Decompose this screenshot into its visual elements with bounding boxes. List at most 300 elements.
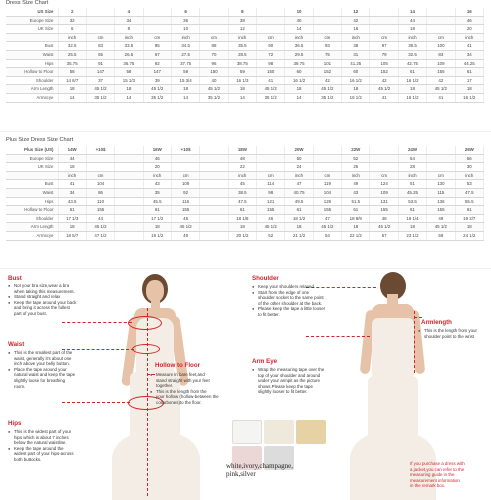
table-cell [313, 154, 341, 163]
table-cell: 26.5 [115, 50, 143, 59]
instruction-line: ● This is the smallest part of the [8, 350, 73, 355]
table-cell: 14 6/7 [58, 76, 86, 85]
table-cell [200, 8, 228, 16]
table-cell: 86 [86, 188, 114, 197]
instruction-line: part of your bust. [14, 310, 47, 316]
hips-instructions [8, 429, 108, 463]
table-cell: 45 1/2 [200, 85, 228, 94]
instruction-line: to fit better. [258, 311, 280, 317]
table-cell: 47.5 [455, 188, 483, 197]
table-cell [200, 154, 228, 163]
table-cell: 14 [228, 93, 256, 102]
row-label [6, 171, 58, 180]
table-cell: cm [171, 171, 199, 180]
shoulder-title: Shoulder [252, 275, 279, 282]
bust-marker [128, 316, 162, 330]
table-cell [143, 8, 171, 16]
instruction-line: ● Wrap the measuring tape over the [252, 367, 325, 372]
table-cell [115, 180, 143, 189]
table-cell: 20 [455, 25, 483, 34]
jacket-note: If you purchase a dress with a jacket,you can refer to the measuring guide in the measurement information in the remark box. [410, 461, 465, 489]
table-cell: 18 [398, 25, 426, 34]
table-cell: 93 [313, 42, 341, 51]
instruction-line: ● Keep the tape around your back [8, 299, 77, 305]
table-cell [171, 154, 199, 163]
armeye-guide-line [306, 336, 370, 337]
table-cell: 131 [370, 197, 398, 206]
table-cell: 24W [398, 146, 426, 154]
table-cell [313, 146, 341, 154]
table-row [6, 231, 484, 240]
table-cell [115, 214, 143, 223]
table-cell: 85 [143, 42, 171, 51]
table-cell: 45 1/2 [370, 85, 398, 94]
row-label: Armscye [6, 93, 58, 102]
row-label: Arm Length [6, 85, 58, 94]
table-cell: 45 1/2 [171, 223, 199, 232]
row-label: Hips [6, 197, 58, 206]
hollow-guide-line [147, 308, 148, 496]
table-cell: 8 [115, 25, 143, 34]
table-cell: 126 [313, 197, 341, 206]
table-cell: 83 [86, 42, 114, 51]
table-cell: 43 [143, 180, 171, 189]
table-cell: 10 [285, 8, 313, 16]
table-cell: 29.5 [285, 50, 313, 59]
plus-size-header-row [6, 146, 484, 154]
table-cell: 32.5 [398, 50, 426, 59]
table-cell: 12 [228, 25, 256, 34]
table-cell: 25.5 [58, 50, 86, 59]
table-cell: 61 [455, 68, 483, 77]
table-cell: 12 [342, 8, 370, 16]
table-cell: 18 1/2 [285, 214, 313, 223]
table-cell: 51.5 [342, 197, 370, 206]
table-cell: 35.5 [228, 42, 256, 51]
table-cell: 22W [342, 146, 370, 154]
table-cell: 2 [58, 8, 86, 16]
table-cell: 48 [228, 154, 256, 163]
table-cell: 22 1/2 [342, 231, 370, 240]
table-cell: 32 [58, 16, 86, 25]
row-label: Shoulder [6, 76, 58, 85]
table-cell: 61 [398, 68, 426, 77]
table-cell: 40 [285, 16, 313, 25]
table-row [6, 154, 484, 163]
hollow-to-floor-instructions [150, 372, 242, 406]
table-cell: 35 1/2 [143, 93, 171, 102]
table-cell: 26 [342, 163, 370, 172]
row-label: UK Size [6, 163, 58, 172]
table-cell [115, 171, 143, 180]
table-cell: 46 [455, 16, 483, 25]
table-cell: 59 [228, 68, 256, 77]
table-cell: 42 [370, 76, 398, 85]
table-cell: 72 [257, 50, 285, 59]
table-cell: 98 [257, 59, 285, 68]
table-cell: 83 [427, 50, 455, 59]
table-cell [200, 214, 228, 223]
table-cell: cm [86, 171, 114, 180]
table-cell: 104 [86, 180, 114, 189]
instruction-line: slightly looser to fit better. [258, 389, 308, 395]
table-cell: 61 [285, 206, 313, 215]
table-cell [200, 146, 228, 154]
table-cell: 54 [398, 154, 426, 163]
table-row [6, 16, 484, 25]
table-cell: +10$ [171, 146, 199, 154]
armlength-instructions [418, 328, 490, 339]
table-cell: 109 [427, 59, 455, 68]
table-cell [370, 146, 398, 154]
table-cell [427, 154, 455, 163]
table-cell: +10$ [86, 146, 114, 154]
instruction-line: your hollow (hollow-between the [156, 394, 219, 400]
instruction-line: ● Measure in bare feet,and [150, 372, 205, 377]
table-cell: 53.5 [398, 197, 426, 206]
table-cell: inch [171, 33, 199, 42]
table-cell: 54 [313, 231, 341, 240]
table-cell: 24 1/2 [455, 231, 483, 240]
instruction-line: together. [156, 383, 174, 389]
row-label: UK Size [6, 25, 58, 34]
table-cell: 34 [455, 50, 483, 59]
table-cell: 31 [342, 50, 370, 59]
swatch-ivory [264, 420, 294, 444]
table-cell: 45 [171, 214, 199, 223]
table-cell: 35 1/2 [86, 93, 114, 102]
table-cell: 35 1/2 [257, 93, 285, 102]
table-cell: 91 [86, 59, 114, 68]
table-cell: 114 [257, 180, 285, 189]
instruction-line: waist, generally it's about one [14, 355, 72, 361]
table-cell: 147 [143, 68, 171, 77]
hips-guide-line [62, 402, 130, 403]
table-row [6, 68, 484, 77]
table-cell: 155 [86, 206, 114, 215]
table-cell: 45 1/2 [86, 85, 114, 94]
table-cell: inch [115, 33, 143, 42]
table-row [6, 59, 484, 68]
instruction-line: shoulder point to the wrist [424, 333, 475, 339]
table-cell: 18 5/7 [58, 231, 86, 240]
table-cell: cm [427, 33, 455, 42]
table-cell: 130 [427, 180, 455, 189]
table-cell: 43 [342, 188, 370, 197]
plus-size-table [6, 146, 484, 241]
table-cell: 152 [370, 68, 398, 77]
table-cell: 14 [58, 93, 86, 102]
table-cell: 16 1/2 [285, 76, 313, 85]
table-cell: 34 [115, 16, 143, 25]
armlength-guide-line [414, 311, 415, 373]
table-cell: 155 [427, 206, 455, 215]
table-cell: 18 [455, 85, 483, 94]
row-label: Bust [6, 42, 58, 51]
table-cell: 18 [171, 85, 199, 94]
table-cell: cm [257, 33, 285, 42]
table-cell [313, 163, 341, 172]
table-cell: 92 [143, 59, 171, 68]
table-cell: 27.5 [171, 50, 199, 59]
instruction-line: stand straight with your feet [156, 377, 210, 383]
table-cell: 60 [342, 68, 370, 77]
row-label [6, 33, 58, 42]
table-cell: 33.5 [115, 42, 143, 51]
table-cell: 100 [427, 42, 455, 51]
table-cell: 39.75 [285, 59, 313, 68]
table-row [6, 223, 484, 232]
table-cell: 16 1/2 [342, 93, 370, 102]
arm-eye-title: Arm Eye [252, 358, 278, 365]
row-label: Waist [6, 50, 58, 59]
bust-instructions [8, 283, 108, 317]
instruction-line: top of your shoulder and around [258, 372, 321, 378]
table-cell: 61 [143, 206, 171, 215]
table-cell: 105 [370, 59, 398, 68]
instruction-line: under your armpit as the picture [258, 378, 320, 384]
table-cell: 115 [427, 188, 455, 197]
table-cell: 49 [171, 231, 199, 240]
table-cell: 19 2/7 [455, 214, 483, 223]
instruction-line: ● Please keep the tape a little looser [252, 306, 326, 312]
arm-eye-instructions [252, 367, 356, 395]
instruction-line: ● Place the tape around your [8, 366, 67, 372]
table-cell: inch [58, 171, 86, 180]
table-cell: 48 [370, 214, 398, 223]
table-cell: 55.5 [455, 197, 483, 206]
table-cell [200, 197, 228, 206]
table-cell: 37.75 [171, 59, 199, 68]
table-cell: 28 [398, 163, 426, 172]
table-row [6, 171, 484, 180]
table-cell: 65 [86, 50, 114, 59]
table-cell: 38 [342, 42, 370, 51]
table-cell: 41 [370, 93, 398, 102]
row-label: Europe Size [6, 16, 58, 25]
row-label: Armscye [6, 231, 58, 240]
table-row [6, 50, 484, 59]
table-cell: 26W [455, 146, 483, 154]
table-cell: 70 [200, 50, 228, 59]
table-cell: inch [398, 171, 426, 180]
table-cell: 20 1/2 [228, 231, 256, 240]
table-cell: 16 1/2 [455, 93, 483, 102]
table-cell [370, 154, 398, 163]
table-cell: 18W [228, 146, 256, 154]
table-cell: 155 [313, 206, 341, 215]
table-cell [200, 180, 228, 189]
table-cell: 15 3/4 [171, 76, 199, 85]
table-cell: 42.75 [398, 59, 426, 68]
table-cell: 61 [58, 206, 86, 215]
table-cell: 20 [143, 163, 171, 172]
table-cell: 45.5 [143, 197, 171, 206]
table-cell: 45 1/2 [370, 223, 398, 232]
plus-size-chart-title: Plus Size Dress Size Chart [6, 137, 74, 143]
table-cell: 38.5 [228, 188, 256, 197]
table-cell: 34.5 [171, 42, 199, 51]
table-cell: 18 [342, 223, 370, 232]
table-cell: cm [370, 33, 398, 42]
table-cell: cm [200, 33, 228, 42]
table-cell: 18 [58, 85, 86, 94]
instruction-line: ● This is the length from your [418, 328, 477, 333]
table-cell: 36 [171, 16, 199, 25]
table-cell [257, 154, 285, 163]
table-cell: 45 [228, 180, 256, 189]
table-cell: 110 [86, 197, 114, 206]
table-cell: 14 [285, 25, 313, 34]
table-cell: cm [257, 171, 285, 180]
table-cell [200, 231, 228, 240]
table-cell: 30 [455, 163, 483, 172]
table-cell: 18 [58, 223, 86, 232]
table-cell: 6 [58, 25, 86, 34]
table-cell: 147 [86, 68, 114, 77]
table-cell [257, 146, 285, 154]
bust-guide-line [62, 322, 132, 323]
table-cell: 32.5 [58, 42, 86, 51]
table-cell: 109 [171, 180, 199, 189]
table-cell: 10 [171, 25, 199, 34]
swatch-caption: white,ivory,champagne, pink,silver [226, 462, 293, 478]
instruction-line: slightly loose for breathing [14, 377, 66, 383]
table-cell: inch [455, 171, 483, 180]
table-cell: 121 [257, 197, 285, 206]
table-cell: 40 [200, 76, 228, 85]
row-label: Arm Length [6, 223, 58, 232]
table-cell: 22 [228, 163, 256, 172]
table-cell: 41 [257, 76, 285, 85]
table-cell: 14W [58, 146, 86, 154]
table-cell: 14 [398, 8, 426, 16]
table-cell: 17 1/2 [143, 214, 171, 223]
table-cell [200, 25, 228, 34]
table-cell: 104 [313, 188, 341, 197]
table-cell: 45 1/2 [427, 85, 455, 94]
instruction-line: and bring it across the fullest [14, 305, 70, 311]
table-cell: 49.5 [285, 197, 313, 206]
table-cell: 155 [370, 206, 398, 215]
table-cell: 45 1/2 [86, 223, 114, 232]
row-label: Plus Size (US) [6, 146, 58, 154]
table-cell: 150 [257, 68, 285, 77]
table-cell: 42 [342, 16, 370, 25]
table-cell: cm [313, 33, 341, 42]
table-cell [370, 16, 398, 25]
table-cell [115, 231, 143, 240]
table-cell [115, 223, 143, 232]
table-cell [86, 163, 114, 172]
table-cell: 16 1/2 [342, 76, 370, 85]
table-cell: 21 1/2 [285, 231, 313, 240]
table-cell [427, 146, 455, 154]
table-cell: 40.75 [285, 188, 313, 197]
table-cell [427, 8, 455, 16]
table-cell [427, 163, 455, 172]
table-cell: 47 [313, 214, 341, 223]
table-cell: 46 [143, 154, 171, 163]
table-cell: 49 [427, 214, 455, 223]
table-cell: inch [228, 33, 256, 42]
table-cell: 92 [171, 188, 199, 197]
swatch-champagne [296, 420, 326, 444]
table-cell: 67 [143, 50, 171, 59]
table-cell [370, 8, 398, 16]
table-cell [115, 146, 143, 154]
table-cell [86, 16, 114, 25]
table-cell [257, 163, 285, 172]
table-cell: 124 [370, 180, 398, 189]
table-cell: 17 1/3 [58, 214, 86, 223]
waist-title: Waist [8, 341, 25, 348]
table-cell: 44 [58, 154, 86, 163]
table-row [6, 214, 484, 223]
instruction-line: shows.Please keep the tape [258, 383, 313, 389]
instruction-line: widest part of your hips-across [14, 451, 74, 457]
table-cell: 58 [115, 68, 143, 77]
table-row [6, 85, 484, 94]
table-cell: 155 [427, 68, 455, 77]
table-cell: 18 [398, 85, 426, 94]
table-cell: 41 [427, 93, 455, 102]
table-row [6, 188, 484, 197]
table-cell: 96 [200, 59, 228, 68]
table-cell: 24 [285, 163, 313, 172]
table-cell [200, 223, 228, 232]
table-cell: inch [455, 33, 483, 42]
table-cell: 34 [58, 188, 86, 197]
table-cell: 18 1/8 [228, 214, 256, 223]
table-cell [86, 8, 114, 16]
row-label: Europe Size [6, 154, 58, 163]
table-cell [115, 188, 143, 197]
table-cell: 16 [342, 25, 370, 34]
table-cell: 152 [313, 68, 341, 77]
table-cell: 38.75 [228, 59, 256, 68]
waist-marker [132, 344, 160, 354]
instruction-line: natural waist and keep the tape [14, 372, 76, 378]
table-cell: inch [285, 171, 313, 180]
table-cell [171, 163, 199, 172]
table-cell: 75 [313, 50, 341, 59]
row-label: Bust [6, 180, 58, 189]
instruction-line: ● This is the widest part of your [8, 429, 72, 434]
table-cell: 39.5 [398, 42, 426, 51]
table-cell: 59 [171, 68, 199, 77]
table-cell: 60 [285, 68, 313, 77]
table-row [6, 163, 484, 172]
table-cell: 18 [58, 163, 86, 172]
table-cell: 61 [228, 206, 256, 215]
table-cell: 16 1/2 [398, 93, 426, 102]
table-cell: 20W [285, 146, 313, 154]
table-cell: inch [398, 33, 426, 42]
table-cell: 18 [228, 85, 256, 94]
table-cell: 19 1/2 [143, 231, 171, 240]
instruction-line: ● This is the length from the [150, 388, 207, 394]
table-cell: 119 [313, 180, 341, 189]
table-cell: 58 [58, 68, 86, 77]
row-label: US Size [6, 8, 58, 16]
table-cell: 18 [143, 223, 171, 232]
table-cell [370, 163, 398, 172]
waist-instructions [8, 350, 108, 389]
table-cell: 37 [86, 76, 114, 85]
instruction-line: hips which is about 7 inches [14, 434, 69, 440]
table-cell: 18 [285, 85, 313, 94]
